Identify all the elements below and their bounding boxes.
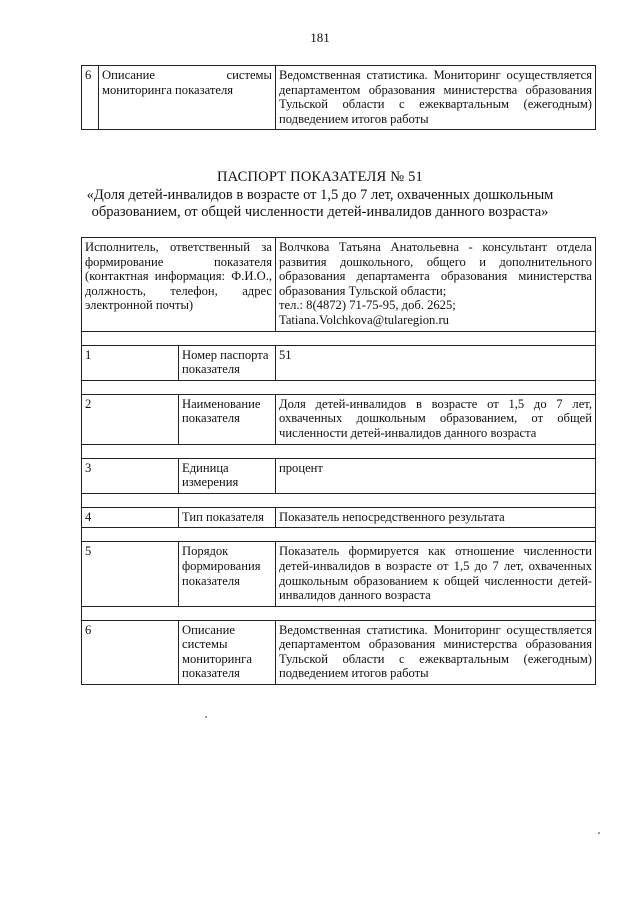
table-row <box>82 66 596 130</box>
responsible-value <box>276 238 596 332</box>
row-label: Описание системы мониторинга показателя <box>179 620 276 684</box>
scan-speck <box>205 716 207 718</box>
row-spacer <box>82 380 596 394</box>
row-label: Описание системы мониторинга показателя <box>99 66 276 130</box>
responsible-phone: тел.: 8(4872) 71-75-95, доб. 2625; <box>279 298 456 313</box>
row-value: Доля детей-инвалидов в возрасте от 1,5 до 7 лет, охваченных дошкольным образованием, от общей численности детей-инвалидов данного возраста <box>276 394 596 444</box>
row-label: Единица измерения <box>179 458 276 493</box>
table-row <box>82 620 596 684</box>
responsible-label: Исполнитель, ответственный за формирование показателя (контактная информация: Ф.И.О., должность, телефон, адрес электронной почты) <box>82 238 276 332</box>
responsible-row <box>82 238 596 332</box>
row-spacer <box>82 528 596 542</box>
table-row <box>82 345 596 380</box>
scan-speck <box>598 832 600 834</box>
row-label: Порядок формирования показателя <box>179 542 276 606</box>
row-number: 1 <box>82 345 179 380</box>
row-number: 5 <box>82 542 179 606</box>
passport-subtitle-line2: образованием, от общей численности детей-инвалидов данного возраста» <box>91 204 549 220</box>
page-number: 181 <box>310 30 330 45</box>
responsible-name-position: Волчкова Татьяна Анатольевна - консультант отдела развития дошкольного, общего и дополнительного образования департамента образования министерства образования Тульской области; <box>279 240 592 298</box>
row-spacer <box>82 493 596 507</box>
table-row <box>82 458 596 493</box>
row-number: 6 <box>82 620 179 684</box>
responsible-email: Tatiana.Volchkova@tularegion.ru <box>279 312 449 327</box>
row-value: процент <box>276 458 596 493</box>
row-value: Показатель формируется как отношение численности детей-инвалидов в возрасте от 1,5 до 7 лет, охваченных дошкольным образованием к общей численности детей-инвалидов данного возраста <box>276 542 596 606</box>
row-number: 6 <box>82 66 99 130</box>
row-label: Наименование показателя <box>179 394 276 444</box>
row-value: Показатель непосредственного результата <box>276 507 596 528</box>
passport-subtitle-line1: «Доля детей-инвалидов в возрасте от 1,5 до 7 лет, охваченных дошкольным <box>86 187 554 203</box>
table-row <box>82 542 596 606</box>
table-row <box>82 507 596 528</box>
row-value: 51 <box>276 345 596 380</box>
row-spacer <box>82 444 596 458</box>
indicator-passport-table <box>81 237 596 685</box>
row-spacer <box>82 606 596 620</box>
monitoring-table-continued <box>81 65 596 130</box>
table-row <box>82 394 596 444</box>
row-label: Тип показателя <box>179 507 276 528</box>
row-value: Ведомственная статистика. Мониторинг осуществляется департаментом образования министерства образования Тульской области с ежеквартальным (ежегодным) подведением итогов работы <box>276 620 596 684</box>
row-spacer <box>82 331 596 345</box>
passport-title: ПАСПОРТ ПОКАЗАТЕЛЯ № 51 <box>217 169 423 185</box>
row-value: Ведомственная статистика. Мониторинг осуществляется департаментом образования министерства образования Тульской области с ежеквартальным (ежегодным) подведением итогов работы <box>276 66 596 130</box>
row-label: Номер паспорта показателя <box>179 345 276 380</box>
row-number: 2 <box>82 394 179 444</box>
row-number: 3 <box>82 458 179 493</box>
row-number: 4 <box>82 507 179 528</box>
